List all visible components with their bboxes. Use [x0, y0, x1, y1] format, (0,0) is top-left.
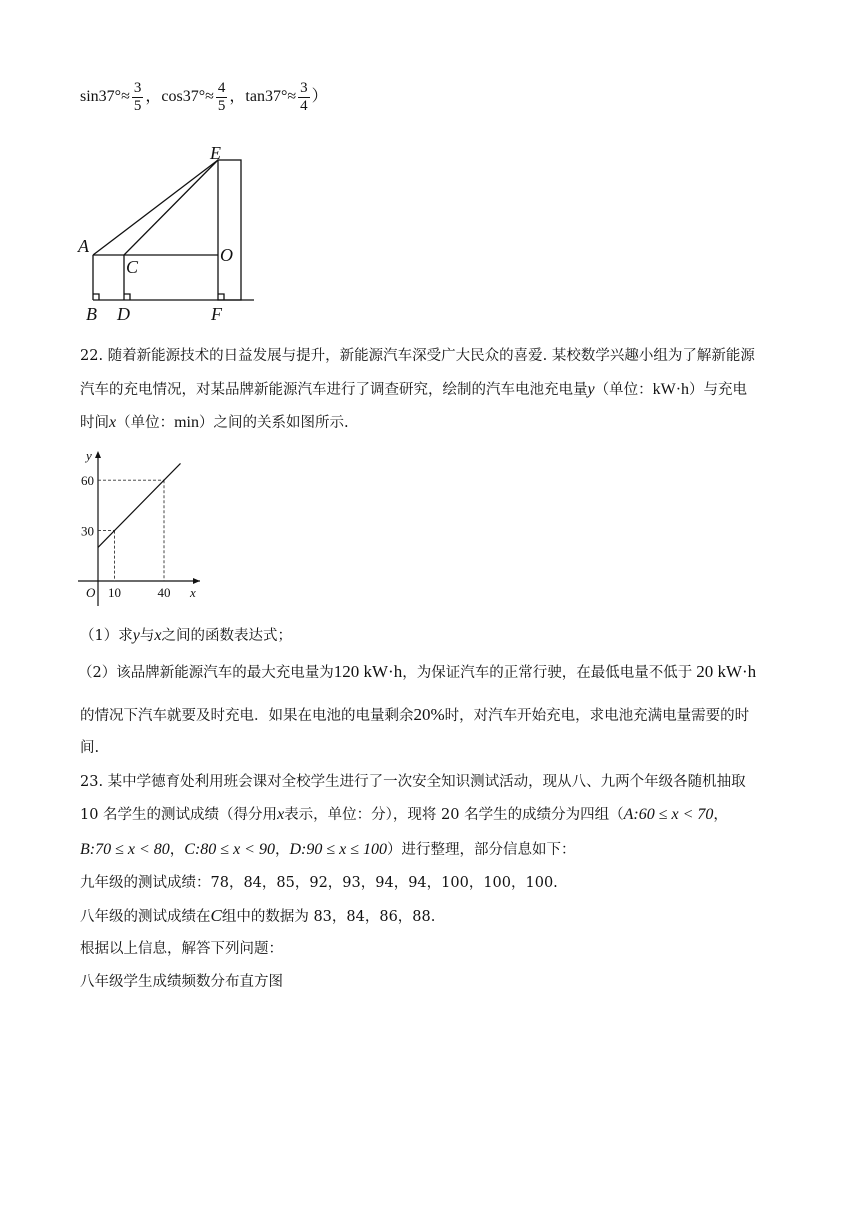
q23-line2: 10 名学生的测试成绩（得分用x表示，单位：分），现将 20 名学生的成绩分为四组（A:60 ≤ x < 70， [80, 806, 728, 823]
q22-part2-line1: （2）该品牌新能源汽车的最大充电量为120 kW·h，为保证汽车的正常行驶，在最低电量不低于 20 kW·h [78, 662, 757, 681]
group-a: A:60 ≤ x < 70 [623, 806, 714, 823]
x-tick-label-40: 40 [157, 585, 171, 600]
q22-line2: 汽车的充电情况，对某品牌新能源汽车进行了调查研究，绘制的汽车电池充电量y（单位：kW·h）与充电 [80, 381, 748, 398]
segment-ce [124, 160, 218, 255]
group-c: C:80 ≤ x < 90 [184, 841, 275, 858]
sin-fraction: $\frac{3}{5}$ [133, 80, 142, 114]
group-d: D:90 ≤ x ≤ 100 [289, 841, 388, 858]
answer-intro: 根据以上信息，解答下列问题： [80, 941, 283, 957]
max-charge: 120 kW·h [333, 662, 403, 681]
geometry-figure [74, 140, 264, 325]
label-o: O [220, 245, 233, 265]
label-f: F [211, 304, 222, 324]
origin-label: O [86, 585, 96, 600]
q22-part2-line3: 间. [80, 740, 100, 756]
q22-unit-min: min [174, 414, 199, 431]
q22-part2-line2: 的情况下汽车就要及时充电．如果在电池的电量剩余20%时，对汽车开始充电，求电池充满电量需要的时 [80, 705, 750, 724]
y-axis-arrow [95, 451, 101, 458]
label-e: E [210, 143, 221, 163]
cos-fraction: $\frac{4}{5}$ [217, 80, 226, 114]
charge-line-chart [74, 446, 214, 614]
label-a: A [78, 236, 89, 256]
x-axis-arrow [193, 578, 200, 584]
q23-line3: B:70 ≤ x < 80，C:80 ≤ x < 90，D:90 ≤ x ≤ 100）进行整理，部分信息如下： [80, 841, 576, 858]
q23-line1: 23. 某中学德育处利用班会课对全校学生进行了一次安全知识测试活动，现从八、九两个年级各随机抽取 [80, 774, 746, 790]
label-c: C [126, 257, 139, 277]
trig-note: sin37°≈ $\frac{3}{5}$ ，cos37°≈ $\frac{4}{5}$ ，tan37°≈ $\frac{3}{4}$ ） [80, 80, 328, 114]
y-tick-label-30: 30 [81, 523, 94, 539]
right-angle-f [218, 294, 224, 300]
cos-label: cos37°≈ [161, 88, 214, 106]
q22-var-x: x [109, 414, 117, 431]
x-tick-label-10: 10 [108, 585, 121, 600]
building-outline [218, 160, 241, 300]
right-angle-b [93, 294, 99, 300]
histogram-title: 八年级学生成绩频数分布直方图 [80, 974, 283, 990]
min-charge: 20 kW·h [696, 662, 757, 681]
remaining-percent: 20% [413, 705, 445, 724]
q22-part1: （1）求y与x之间的函数表达式； [80, 627, 292, 644]
x-axis-label: x [190, 585, 196, 600]
right-angle-d [124, 294, 130, 300]
label-d: D [117, 304, 130, 324]
label-b: B [86, 304, 97, 324]
tan-fraction: $\frac{3}{4}$ [300, 80, 308, 114]
tan-label: tan37°≈ [245, 88, 297, 106]
q22-line1: 22. 随着新能源技术的日益发展与提升，新能源汽车深受广大民众的喜爱. 某校数学兴趣小组为了解新能源 [80, 348, 755, 364]
segment-ae [93, 160, 218, 255]
q22-unit-kwh: kW·h [652, 381, 690, 398]
y-tick-label-60: 60 [81, 473, 94, 489]
q22-line3: 时间x（单位：min）之间的关系如图所示. [80, 414, 349, 431]
y-axis-label: y [86, 448, 92, 463]
grade9-scores: 九年级的测试成绩：78，84，85，92，93，94，94，100，100，100. [80, 875, 558, 891]
grade8-c-scores: 八年级的测试成绩在C组中的数据为 83，84，86，88. [80, 906, 436, 925]
q22-var-y: y [587, 381, 595, 398]
sin-label: sin37°≈ [80, 88, 130, 106]
group-b: B:70 ≤ x < 80 [80, 841, 170, 858]
series-line-0 [98, 463, 181, 547]
